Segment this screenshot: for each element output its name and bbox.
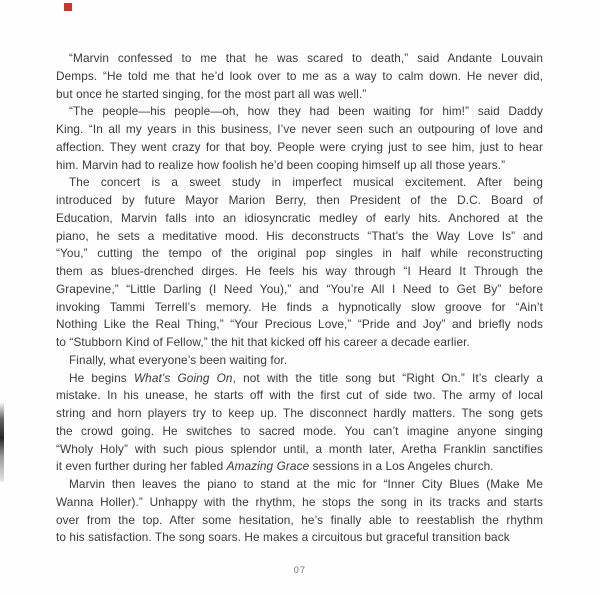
album-title-italic: Amazing Grace	[226, 459, 310, 474]
text-line: string and horn players try to keep up. The disconnect hardly matters. The song gets	[56, 406, 543, 420]
page-number: 07	[293, 565, 307, 575]
text-line: them as blues-drenched dirges. He feels his way through “I Heard It Through the	[56, 264, 543, 278]
text-line: “The people—his people—oh, how they had been waiting for him!” said Daddy	[69, 104, 543, 119]
text-line: “You,” cutting the tempo of the original pop singles in half while reconstructing	[56, 246, 543, 261]
text-line: Demps. “He told me that he’d look over to me as a way to calm down. He never did,	[56, 68, 543, 83]
text-line: piano, he sets a meditative mood. His deconstructs “That’s the Way Love Is” and	[56, 228, 543, 243]
text-line	[56, 370, 543, 388]
text-line: to his satisfaction. The song soars. He makes a circuitous but graceful transition back	[56, 530, 510, 545]
text-line: him. Marvin had to realize how foolish he’d been cooping himself up all those years.”	[56, 157, 506, 172]
text-line: Marvin then leaves the piano to stand at the mic for “Inner City Blues (Make Me	[69, 477, 543, 491]
text-line: mistake. In his unease, he starts off with the first cut of side two. The army of local	[56, 388, 543, 403]
text-line: Grapevine,” “Little Darling (I Need You),” and “You’re All I Need to Get By” before	[56, 281, 543, 296]
red-square-mark	[64, 3, 72, 11]
text-line: but once he started singing, for the most part all was well.”	[56, 86, 367, 101]
body-text	[56, 50, 543, 547]
text-line: King. “In all my years in this business, I’ve never seen such an outpouring of love and	[56, 122, 543, 136]
text-line: “Marvin confessed to me that he was scared to death,” said Andante Louvain	[69, 51, 543, 65]
page-edge-smudge	[0, 402, 4, 482]
text-segment: He begins	[69, 370, 134, 385]
text-line: Nothing Like the Real Thing,” “Your Precious Love,” “Pride and Joy” and briefly nods	[56, 317, 543, 332]
text-line: over from the top. After some hesitation, he’s finally able to reestablish the rhythm	[56, 512, 543, 527]
album-title-italic: What’s Going On	[133, 370, 233, 385]
text-line: introduced by future Mayor Marion Berry, then President of the D.C. Board of	[56, 193, 543, 207]
text-line: Wanna Holler).” Unhappy with the rhythm, he stops the song in its tracks and starts	[56, 494, 543, 509]
text-line: invoking Tammi Terrell’s memory. He finds a hypnotically slow groove for “Ain’t	[56, 299, 543, 314]
text-line: The concert is a sweet study in imperfect musical excitement. After being	[69, 175, 543, 190]
text-line: “Wholy Holy” with such pious splendor until, a month later, Aretha Franklin sanctifies	[56, 441, 543, 456]
text-line	[56, 458, 543, 476]
text-line: Education, Marvin falls into an idiosyncratic medley of early hits. Anchored at the	[56, 210, 543, 225]
text-line: to “Stubborn Kind of Fellow,” the hit that kicked off his career a decade earlier.	[56, 335, 470, 349]
text-segment: sessions in a Los Angeles church.	[309, 459, 494, 474]
text-segment: it even further during her fabled	[56, 459, 227, 474]
text-line: Finally, what everyone’s been waiting for.	[69, 352, 288, 367]
text-line: affection. They went crazy for that boy. People were crying just to see him, just to hear	[56, 139, 543, 154]
text-segment: , not with the title song but “Right On.” It’s clearly a	[232, 370, 543, 385]
text-line: the crowd going. He switches to sacred mode. You can’t imagine anyone singing	[56, 423, 543, 438]
